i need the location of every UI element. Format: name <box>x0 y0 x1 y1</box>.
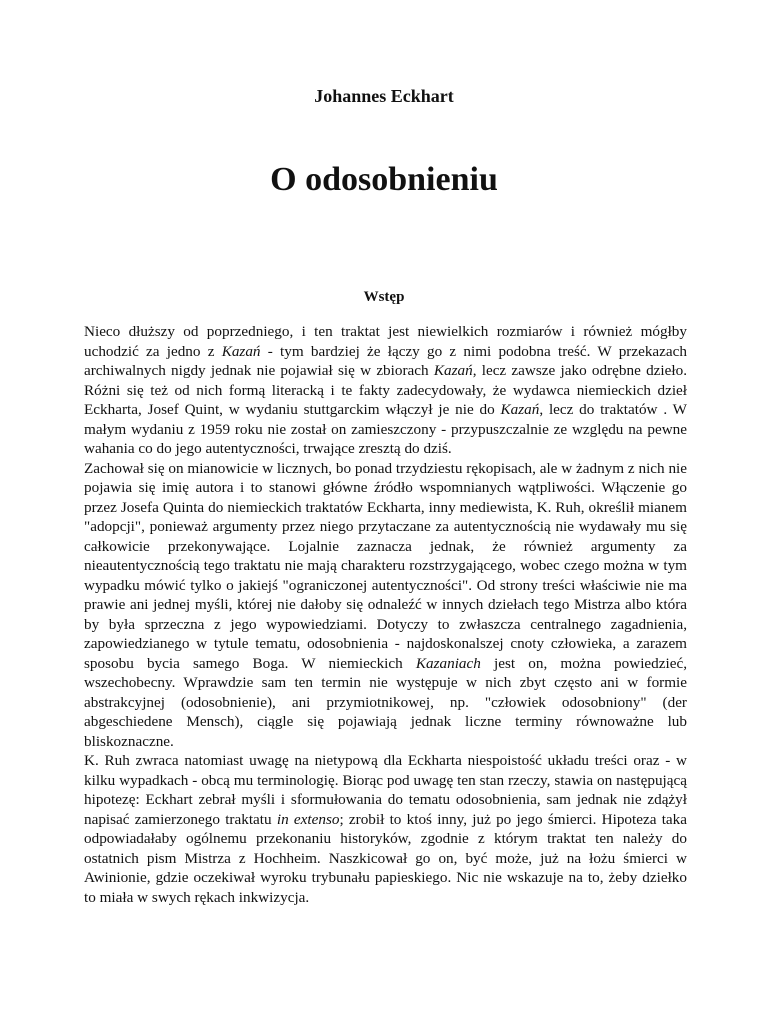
body-text <box>84 322 687 907</box>
text-run: , lecz zawsze jako odrębne dzieło. Różni się też od nich formą literacką i te fakty zadecydowały, że wydawca niemieckich dzieł Eckharta, Josef Quint, w wydaniu stuttgarckim włączył je nie do <box>84 362 687 418</box>
document-title: O odosobnieniu <box>270 161 498 198</box>
body-paragraph <box>84 459 687 752</box>
text-run: Zachował się on mianowicie w licznych, bo ponad trzydziestu rękopisach, ale w żadnym z nich nie pojawia się imię autora i to stanowi główne źródło wspomnianych wątpliwości. Włączenie go przez Josefa Quinta do niemieckich traktatów Eckharta, inny mediewista, K. Ruh, określił mianem "adopcji", ponieważ argumenty przez niego przytaczane za autentycznością nie wydawały mu się całkowicie przekonywające. Lojalnie zaznacza jednak, że również argumenty za nieautentycznością tego traktatu nie mają charakteru rozstrzygającego, wobec czego można w tym wypadku mówić tylko o jakiejś "ograniczonej autentyczności". Od strony treści właściwie nie ma prawie ani jednej myśli, której nie dałoby się odnaleźć w innych dziełach tego Mistrza albo która by była sprzeczna z jego wypowiedziami. Dotyczy to zwłaszcza centralnego zagadnienia, zapowiedzianego w tytule tematu, odosobnienia - najdoskonalszej cnoty człowieka, a zarazem sposobu bycia samego Boga. W niemieckich <box>84 459 687 672</box>
italic-text: in extenso <box>276 810 340 828</box>
text-run: K. Ruh zwraca natomiast uwagę na nietypową dla Eckharta niespoistość układu treści oraz - w kilku wypadkach - obcą mu terminologię. Biorąc pod uwagę ten stan rzeczy, stawia on następującą hipotezę: Eckhart zebrał myśli i sformułowania do tematu odosobnienia, sam jednak nie zdążył napisać zamierzonego traktatu <box>84 752 687 828</box>
text-run: jest on, można powiedzieć, wszechobecny. Wprawdzie sam ten termin nie występuje w nich zbyt często ani w formie abstrakcyjnej (odosobnienie), ani przymiotnikowej, np. "człowiek odosobniony" (der abgeschiedene Mensch), ciągle się pojawiają jednak liczne terminy równoważne lub bliskoznaczne. <box>84 654 687 750</box>
italic-text: Kazań <box>500 401 540 418</box>
italic-text: Kazaniach <box>415 654 481 672</box>
text-run: ; zrobił to ktoś inny, już po jego śmierci. Hipoteza taka odpowiadałaby ogólnemu przekonaniu historyków, zgodnie z którym traktat ten należy do ostatnich pism Mistrza z Hochheim. Naszkicował go on, być może, już na łożu śmierci w Awinionie, gdzie oczekiwał wyroku trybunału papieskiego. Nic nie wskazuje na to, żeby dziełko to miała w swych rękach inkwizycja. <box>84 810 687 906</box>
text-run: , lecz do traktatów . W małym wydaniu z 1959 roku nie został on zamieszczony - przypuszczalnie ze względu na pewne wahania co do jego autentyczności, trwające zresztą do dziś. <box>84 401 687 457</box>
body-paragraph <box>84 322 687 459</box>
text-run: Nieco dłuższy od poprzedniego, i ten traktat jest niewielkich rozmiarów i również mógłby uchodzić za jedno z <box>84 323 687 360</box>
section-heading: Wstęp <box>363 289 405 305</box>
body-paragraph <box>84 751 687 907</box>
italic-text: Kazań <box>221 342 261 360</box>
italic-text: Kazań <box>433 362 473 379</box>
author-name: Johannes Eckhart <box>314 86 454 106</box>
text-run: - tym bardziej że łączy go z nimi podobna treść. W przekazach archiwalnych nigdy jednak nie pojawiał się w zbiorach <box>84 342 687 379</box>
